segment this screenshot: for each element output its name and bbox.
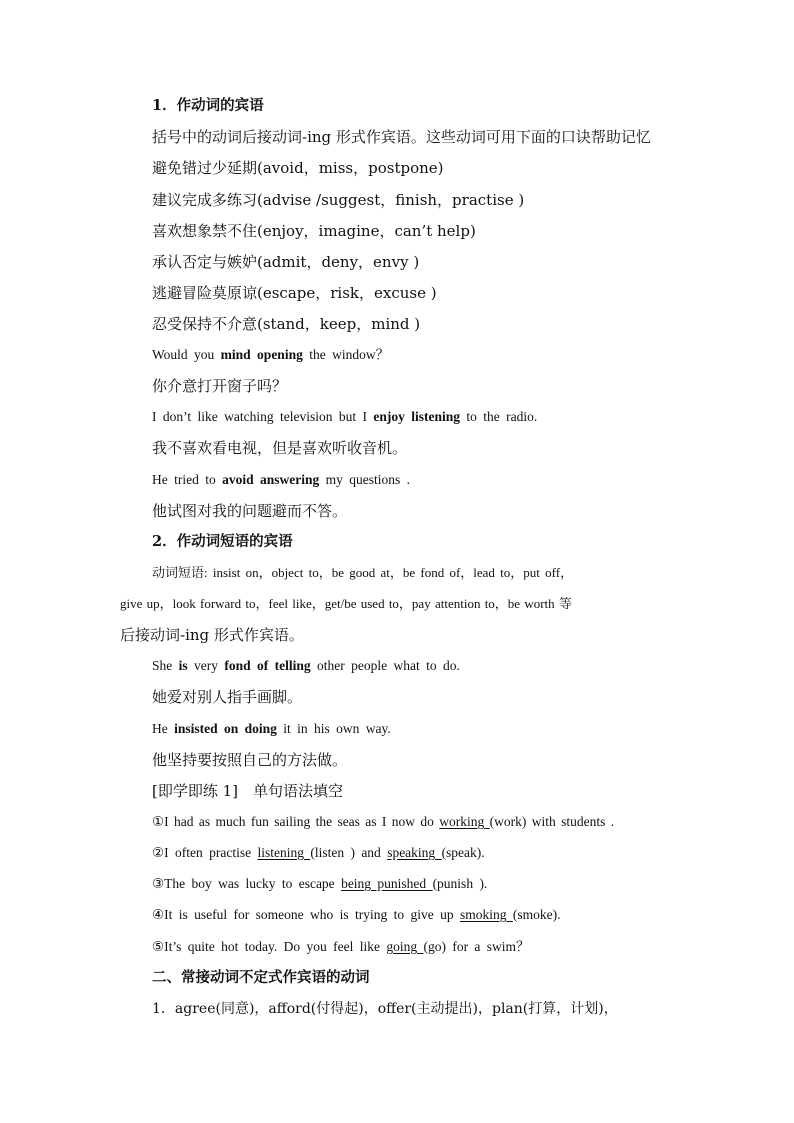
text-span: it in his own way. (276, 721, 391, 736)
answer-blank: working (439, 814, 490, 829)
phrase-list-line: 动词短语: insist on，object to，be good at，be fond of，lead to，put off， (152, 565, 574, 580)
example-sentence (152, 345, 389, 365)
rhyme-line: 喜欢想象禁不住(enjoy，imagine，can’t help) (152, 222, 476, 240)
text-span: (speak). (441, 845, 485, 860)
rhyme-line: 承认否定与嫉妒(admit，deny，envy ) (152, 253, 420, 271)
bold-phrase: avoid answering (222, 472, 320, 487)
example-translation: 他坚持要按照自己的方法做。 (152, 751, 348, 769)
answer-blank: speaking (387, 845, 442, 860)
example-sentence (152, 656, 460, 676)
exercise-item (152, 937, 530, 957)
section-2-title: 2．作动词短语的宾语 (152, 533, 293, 550)
example-sentence (152, 719, 391, 739)
answer-blank: listening (257, 845, 311, 860)
text-span: ⑤It’s quite hot today. Do you feel like (152, 939, 387, 954)
exercise-item (152, 812, 614, 832)
exercise-item (152, 843, 485, 863)
exercise-item (152, 905, 560, 925)
text-span: my questions . (319, 472, 411, 487)
example-translation: 我不喜欢看电视，但是喜欢听收音机。 (152, 439, 408, 457)
example-sentence (152, 470, 410, 490)
text-span: He tried to (152, 472, 223, 487)
bold-phrase: insisted on doing (174, 721, 277, 736)
rhyme-line: 建议完成多练习(advise /suggest，finish，practise ) (152, 191, 525, 209)
text-span: the window？ (302, 347, 390, 362)
text-span: other people what to do. (310, 658, 460, 673)
text-span: She (152, 658, 179, 673)
text-span: (listen ) and (310, 845, 388, 860)
text-span: ③The boy was lucky to escape (152, 876, 342, 891)
text-span: (work) with students . (489, 814, 615, 829)
answer-blank: going (386, 939, 424, 954)
bold-phrase: enjoy listening (373, 409, 460, 424)
bold-phrase: fond of telling (224, 658, 311, 673)
phrase-list-line: give up，look forward to，feel like，get/be used to，pay attention to，be worth 等 (120, 596, 572, 611)
text-span: (go) for a swim？ (423, 939, 530, 954)
text-span: very (187, 658, 225, 673)
text-span: Would you (152, 347, 221, 362)
text-span: ②I often practise (152, 845, 258, 860)
phrase-list-line: 后接动词-ing 形式作宾语。 (120, 626, 304, 644)
example-translation: 你介意打开窗子吗？ (152, 377, 288, 395)
bold-phrase: is (178, 658, 188, 673)
rhyme-line: 避免错过少延期(avoid，miss，postpone) (152, 159, 444, 177)
text-span: (punish ). (432, 876, 488, 891)
example-translation: 她爱对别人指手画脚。 (152, 688, 303, 706)
text-span: I don’t like watching television but I (152, 409, 374, 424)
text-span: ④It is useful for someone who is trying to give up (152, 907, 460, 922)
bold-phrase: mind opening (220, 347, 303, 362)
example-translation: 他试图对我的问题避而不答。 (152, 502, 348, 520)
rhyme-line: 逃避冒险莫原谅(escape，risk，excuse ) (152, 284, 437, 302)
answer-blank: smoking (459, 907, 513, 922)
rhyme-line: 忍受保持不介意(stand，keep，mind ) (152, 315, 421, 333)
section-3-line: 1．agree(同意)，afford(付得起)，offer(主动提出)，plan(打算，计划)， (152, 1001, 618, 1017)
text-span: He (152, 721, 175, 736)
text-span: (smoke). (512, 907, 561, 922)
practice-title: [即学即练 1] 单句语法填空 (152, 782, 344, 800)
text-span: ①I had as much fun sailing the seas as I now do (152, 814, 440, 829)
exercise-item (152, 874, 487, 894)
text-span: to the radio. (459, 409, 538, 424)
example-sentence (152, 407, 537, 427)
answer-blank: being punished (341, 876, 433, 891)
section-1-intro: 括号中的动词后接动词-ing 形式作宾语。这些动词可用下面的口诀帮助记忆 (152, 128, 651, 146)
section-1-title: 1．作动词的宾语 (152, 97, 264, 114)
section-3-title: 二、常接动词不定式作宾语的动词 (152, 969, 370, 986)
